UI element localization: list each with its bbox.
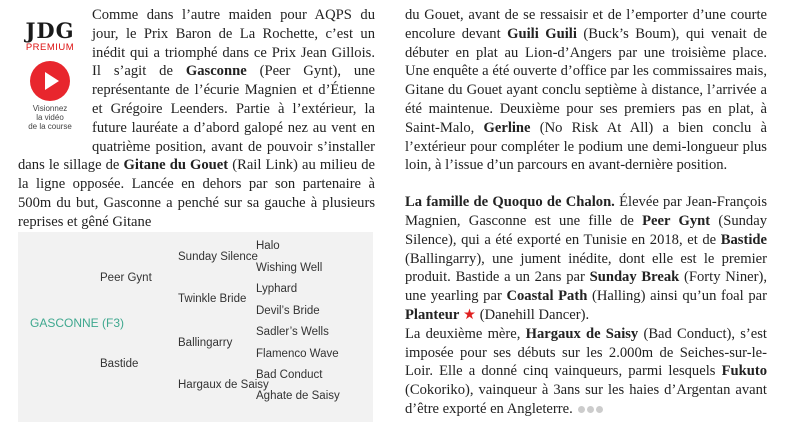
horse-name: Coastal Path — [506, 288, 588, 305]
horse-name: Gerline — [483, 119, 531, 136]
text: Élevée par Jean-François Magnien, Gasconne est une fille de — [405, 194, 768, 229]
star-icon: ★ — [462, 306, 477, 323]
pedigree-table — [18, 232, 373, 422]
pedigree-ggp: Wishing Well — [256, 262, 323, 274]
pedigree-dam: Bastide — [100, 358, 139, 370]
text: (Peer Gynt), une représentante de l’écurie Magnien et d’Étienne et Grégoire Leenders. Partie à l’extérieur, la future lauréate a d’abord galopé nez au vent en quatrième position, avant de pouvoir s’installer dans le sillage de — [18, 63, 375, 174]
play-icon[interactable] — [30, 61, 70, 101]
text: du Gouet, avant de se ressaisir et de l’emporter d’une courte encolure devant — [405, 7, 767, 42]
pedigree-sire-sire: Sunday Silence — [178, 251, 258, 263]
pedigree-dam-dam: Hargaux de Saisy — [178, 379, 269, 391]
jdg-video-link[interactable] — [18, 10, 82, 140]
more-dots-icon[interactable] — [576, 400, 603, 419]
text: (Forty Niner), une yearling par — [405, 269, 767, 305]
pedigree-sire-dam: Twinkle Bride — [178, 293, 247, 305]
article-paragraph — [405, 193, 767, 325]
pedigree-dam-sire: Ballingarry — [178, 337, 233, 349]
pedigree-ggp: Sadler’s Wells — [256, 326, 329, 338]
text: (Bad Conduct), s’est imposée pour ses débuts sur les 2.000m de Seiches-sur-le-Loir. Elle a donné cinq vainqueurs, parmi lesquels — [405, 325, 767, 380]
pedigree-ggp: Flamenco Wave — [256, 348, 339, 360]
pedigree-sire: Peer Gynt — [100, 272, 152, 284]
pedigree-horse: GASCONNE (F3) — [30, 316, 125, 330]
text: (Cokoriko), vainqueur à 3ans sur les haies d’Argentan avant d’être exporté en Angleterre. — [405, 382, 767, 417]
horse-name: Gasconne — [185, 63, 247, 80]
jdg-logo: JDG — [25, 18, 75, 43]
horse-name: Fukuto — [721, 363, 767, 380]
pedigree-ggp: Lyphard — [256, 283, 298, 295]
text: (No Risk At All) a bien conclu à l’extérieur pour compléter le podium une demi-longueur plus loin, à l’issue d’un parcours en avant-dernière position. — [405, 119, 767, 174]
pedigree-ggp: Devil’s Bride — [256, 305, 320, 317]
horse-name: Gitane du Gouet — [123, 157, 229, 174]
video-caption-line: la vidéo — [36, 113, 64, 122]
text: Comme dans l’autre maiden pour AQPS du jour, le Prix Baron de La Rochette, c’est un inédit qui a triomphé dans ce Prix Jean Gillois. Il s’agit de — [92, 7, 375, 80]
text: (Ballingarry), une jument inédite, dont elle est le premier produit. Bastide a un 2ans par — [405, 250, 767, 286]
text: (Halling) ainsi qu’un foal par — [587, 288, 767, 305]
article-paragraph — [405, 325, 767, 419]
pedigree-ggp: Halo — [256, 240, 280, 252]
text: (Rail Link) au milieu de la ligne opposée. Lancée en dehors par son partenaire à 500m du but, Gasconne a penché sur sa gauche à plusieurs reprises et gêné Gitane — [18, 157, 375, 230]
text: (Buck’s Boum), qui venait de débuter en plat au Lion-d’Angers par une troisième place. Une enquête a été ouverte d’office par les commissaires mais, Gitane du Gouet ayant conclu septième à distance, l’arrivée a été maintenue. Deuxième pour ses premiers pas en plat, à Saint-Malo, — [405, 25, 767, 136]
article-paragraph — [405, 6, 767, 175]
horse-name: Bastide — [720, 231, 767, 248]
pedigree-ggp: Aghate de Saisy — [256, 390, 340, 402]
text: (Danehill Dancer). — [476, 306, 590, 323]
text: (Sunday Silence), qui a été exporté en Tunisie en 2018, et de — [405, 212, 768, 248]
horse-name: Guili Guili — [507, 25, 577, 42]
horse-name: Peer Gynt — [642, 212, 711, 229]
premium-label: PREMIUM — [25, 42, 75, 53]
horse-name: Planteur — [405, 306, 460, 323]
pedigree-ggp: Bad Conduct — [256, 369, 323, 381]
horse-name: Sunday Break — [589, 269, 680, 286]
section-heading: La famille de Quoquo de Chalon. — [405, 194, 615, 211]
video-caption-line: Visionnez — [32, 104, 68, 113]
text: La deuxième mère, — [405, 325, 526, 342]
video-caption-line: de la course — [28, 122, 72, 131]
article-right-column — [405, 6, 767, 419]
horse-name: Hargaux de Saisy — [525, 325, 639, 342]
video-caption — [18, 104, 82, 131]
article-left-column — [18, 6, 375, 232]
